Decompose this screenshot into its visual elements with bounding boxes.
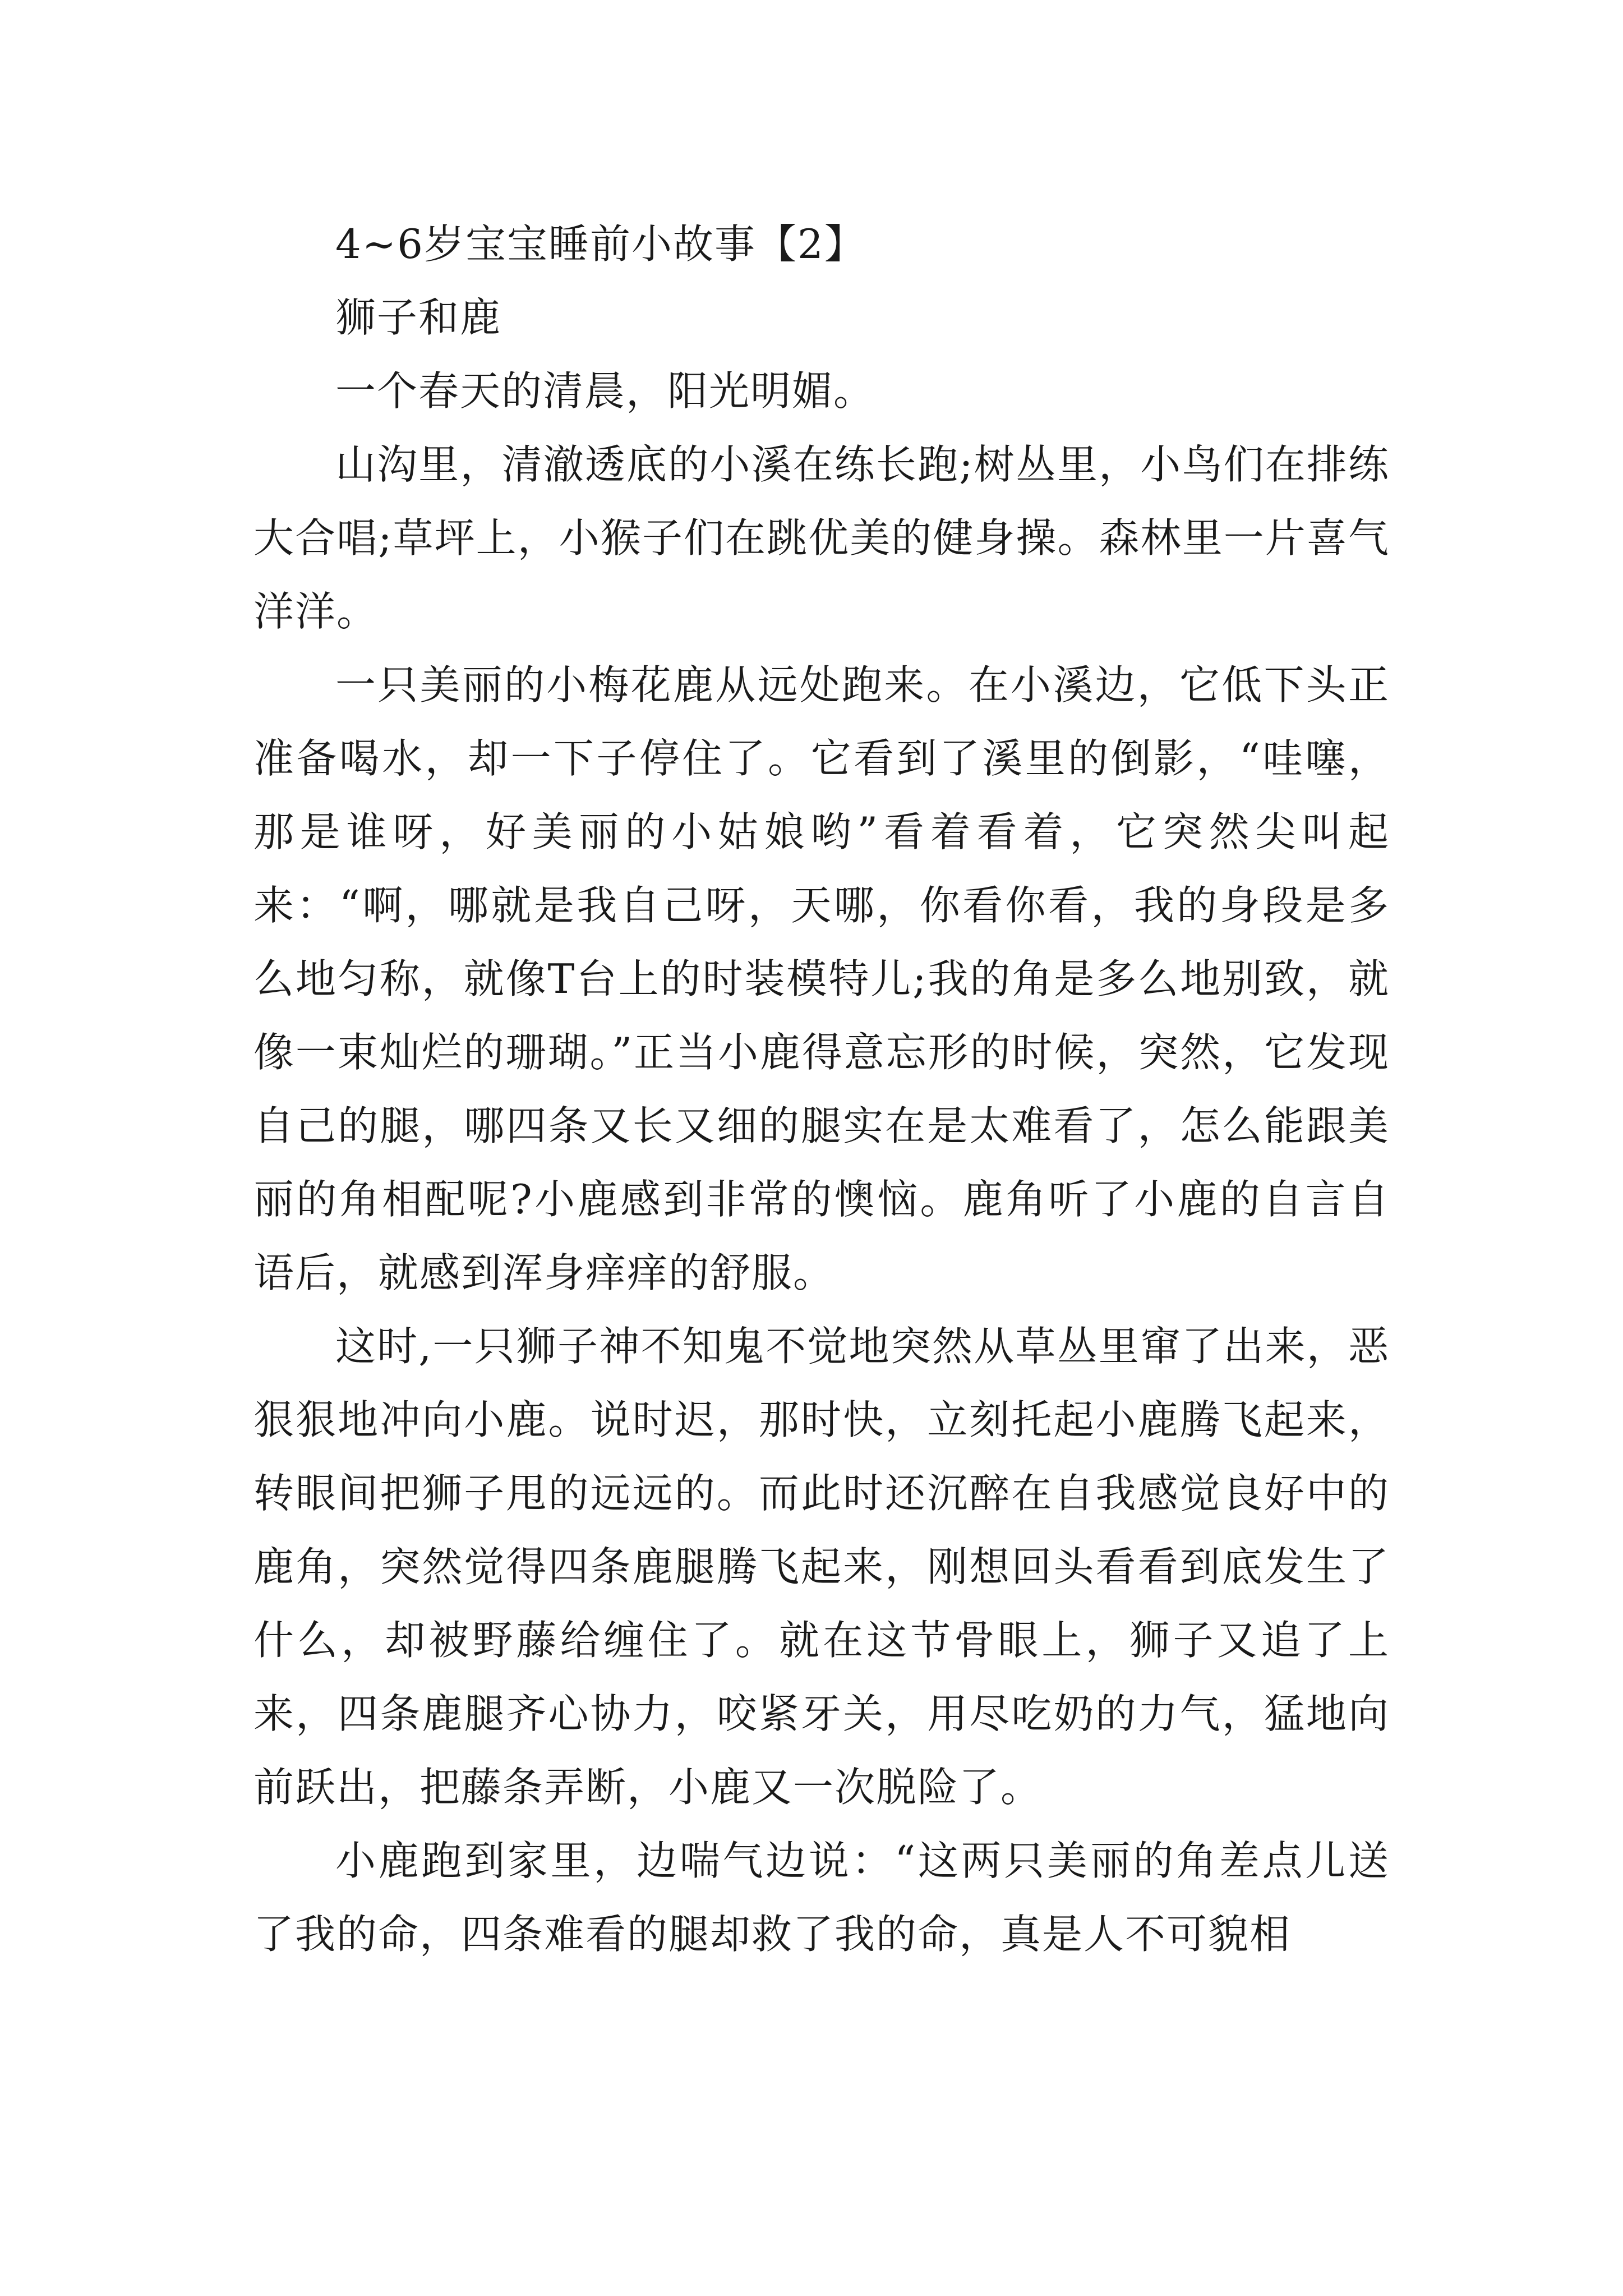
story-title: 狮子和鹿 <box>335 294 502 341</box>
document-body <box>253 208 1390 1971</box>
paragraph: 这时,一只狮子神不知鬼不觉地突然从草丛里窜了出来，恶狠狠地冲向小鹿。说时迟，那时快，立刻托起小鹿腾飞起来，转眼间把狮子甩的远远的。而此时还沉醉在自我感觉良好中的鹿角，突然觉得四条鹿腿腾飞起来，刚想回头看看到底发生了什么，却被野藤给缠住了。就在这节骨眼上，狮子又追了上来，四条鹿腿齐心协力，咬紧牙关，用尽吃奶的力气，猛地向前跃出，把藤条弄断，小鹿又一次脱险了。 <box>253 1323 1390 1811</box>
paragraph: 一个春天的清晨，阳光明媚。 <box>335 367 875 415</box>
paragraph: 山沟里，清澈透底的小溪在练长跑;树丛里，小鸟们在排练大合唱;草坪上，小猴子们在跳优美的健身操。森林里一片喜气洋洋。 <box>253 441 1390 635</box>
paragraph: 一只美丽的小梅花鹿从远处跑来。在小溪边，它低下头正准备喝水，却一下子停住了。它看到了溪里的倒影，“哇噻，那是谁呀，好美丽的小姑娘哟”看着看着，它突然尖叫起来：“啊，哪就是我自己呀，天哪，你看你看，我的身段是多么地匀称，就像T台上的时装模特儿;我的角是多么地别致，就像一束灿烂的珊瑚。”正当小鹿得意忘形的时候，突然，它发现自己的腿，哪四条又长又细的腿实在是太难看了，怎么能跟美丽的角相配呢?小鹿感到非常的懊恼。鹿角听了小鹿的自言自语后，就感到浑身痒痒的舒服。 <box>253 661 1390 1296</box>
paragraph: 小鹿跑到家里，边喘气边说：“这两只美丽的角差点儿送了我的命，四条难看的腿却救了我的命，真是人不可貌相 <box>253 1837 1390 1958</box>
story-heading: 4~6岁宝宝睡前小故事【2】 <box>335 220 866 268</box>
